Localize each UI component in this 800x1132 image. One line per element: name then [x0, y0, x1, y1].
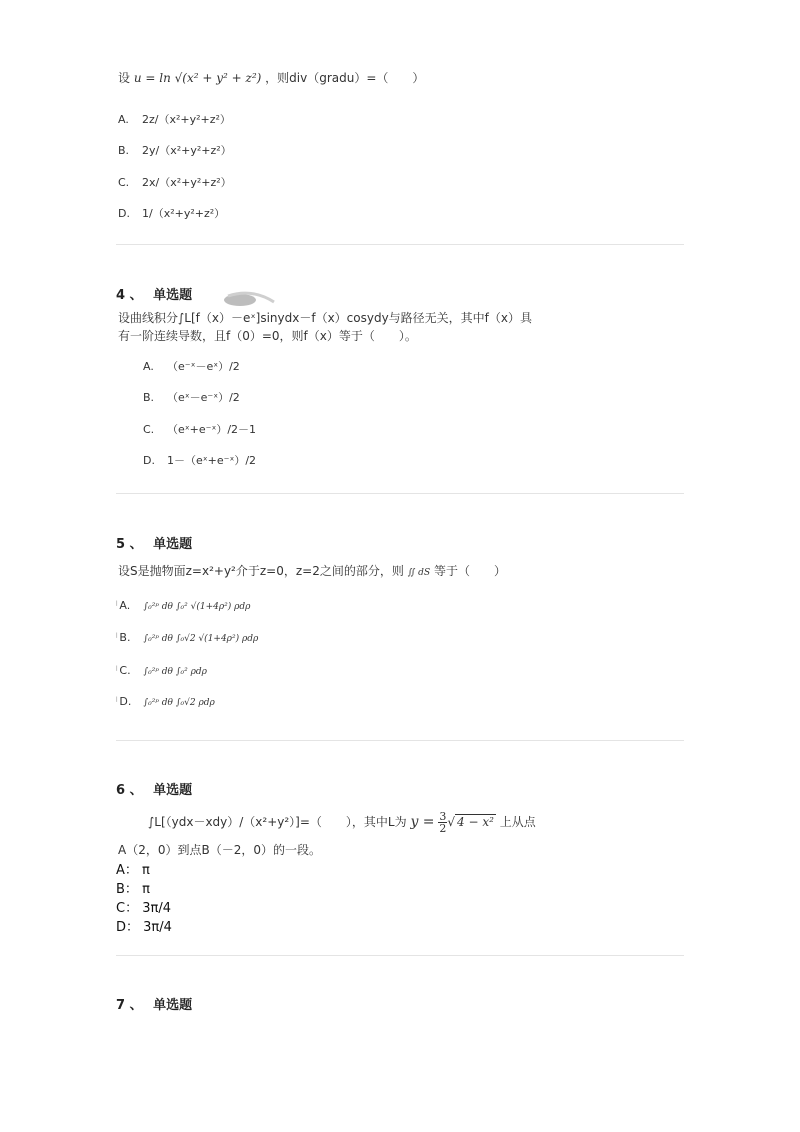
- q5-stem-integral: ∬ dS: [407, 568, 431, 578]
- q3-option-b[interactable]: B. 2y/（x²+y²+z²）: [118, 144, 232, 157]
- q5-option-a[interactable]: ╵A. ∫₀²ᵖ dθ ∫₀² √(1+4ρ²) ρdρ: [114, 599, 251, 612]
- separator: [116, 244, 684, 245]
- watermark-swoosh-icon: [222, 290, 276, 308]
- q3-stem: [118, 70, 424, 86]
- q3-option-a[interactable]: A. 2z/（x²+y²+z²）: [118, 113, 231, 126]
- q6-stem: ∫L[（ydx－xdy）/（x²+y²）]=（ ），其中L为 y = $\frac{3}{2}$ √ 4 − x² 上从点: [148, 810, 536, 835]
- q3-stem-post: ，则div（gradu）=（ ）: [265, 71, 425, 85]
- q6-answer-a[interactable]: A： π: [116, 863, 150, 878]
- q3-option-d[interactable]: D. 1/（x²+y²+z²）: [118, 207, 226, 220]
- q5-option-b[interactable]: ╵B. ∫₀²ᵖ dθ ∫₀√2 √(1+4ρ²) ρdρ: [114, 631, 259, 644]
- q6-answer-b[interactable]: B： π: [116, 882, 150, 897]
- q7-header: 7 、 单选题: [116, 998, 193, 1013]
- q5-stem: 设S是抛物面z=x²+y²介于z=0，z=2之间的部分，则 ∬ dS 等于（ ）: [118, 564, 506, 578]
- q4-stem-line1: 设曲线积分∫L[f（x）－eˣ]sinydx－f（x）cosydy与路径无关，其中f（x）具: [118, 311, 533, 325]
- q4-stem-line2: 有一阶连续导数，且f（0）=0，则f（x）等于（ ）。: [118, 329, 417, 343]
- q5-header: 5 、 单选题: [116, 537, 193, 552]
- q6-header: 6 、 单选题: [116, 783, 193, 798]
- q3-stem-formula: u = ln √(x² + y² + z²): [133, 71, 262, 85]
- q3-option-c[interactable]: C. 2x/（x²+y²+z²）: [118, 176, 232, 189]
- q4-option-b[interactable]: B. （eˣ－e⁻ˣ）/2: [143, 391, 240, 404]
- q4-header: 4 、 单选题: [116, 288, 193, 303]
- q4-option-a[interactable]: A. （e⁻ˣ－eˣ）/2: [143, 360, 240, 373]
- q5-option-c[interactable]: ╵C. ∫₀²ᵖ dθ ∫₀² ρdρ: [114, 664, 207, 677]
- q4-option-c[interactable]: C. （eˣ+e⁻ˣ）/2－1: [143, 423, 257, 436]
- q4-option-d[interactable]: D. 1－（eˣ+e⁻ˣ）/2: [143, 454, 257, 467]
- separator: [116, 740, 684, 741]
- q5-option-d[interactable]: ╵D. ∫₀²ᵖ dθ ∫₀√2 ρdρ: [114, 695, 215, 708]
- q3-stem-pre: 设: [118, 71, 131, 85]
- separator: [116, 955, 684, 956]
- q6-stem-line2: A（2，0）到点B（－2，0）的一段。: [118, 843, 321, 857]
- separator: [116, 493, 684, 494]
- q6-answer-d[interactable]: D： 3π/4: [116, 920, 172, 935]
- q6-answer-c[interactable]: C： 3π/4: [116, 901, 171, 916]
- q6-fraction: $\frac{3}{2}$: [439, 810, 447, 835]
